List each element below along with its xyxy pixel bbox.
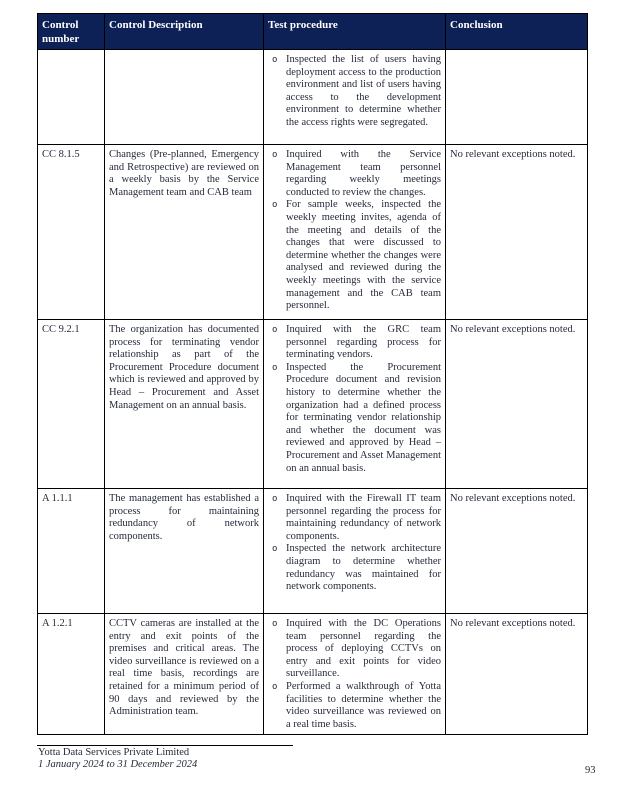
- test-procedure-cell: [264, 614, 446, 735]
- control-description-cell: CCTV cameras are installed at the entry and exit points of the premises and critical areas. The video surveillance is reviewed on a real time basis, recordings are retained for a minimum period of 90 days and reviewed by the Administration team.: [105, 614, 264, 735]
- control-description-cell: [105, 50, 264, 145]
- control-number-cell: CC 9.2.1: [38, 320, 105, 489]
- procedure-text: Inquired with the Firewall IT team personnel regarding the process for maintaining redundancy of network components.: [286, 493, 441, 542]
- table-row: [38, 489, 588, 614]
- procedure-item: [268, 199, 441, 312]
- table-row: [38, 320, 588, 489]
- footer-divider: [37, 745, 293, 746]
- footer-report-period: 1 January 2024 to 31 December 2024: [38, 759, 198, 770]
- conclusion-cell: [446, 50, 588, 145]
- procedure-text: Inspected the list of users having deployment access to the production environment and list of users having access to the development environment to determine whether the access rights were segregated.: [286, 54, 441, 128]
- bullet-marker-icon: o: [272, 681, 278, 692]
- conclusion-cell: No relevant exceptions noted.: [446, 489, 588, 614]
- procedure-item: [268, 618, 441, 681]
- header-test-procedure: Test procedure: [264, 14, 446, 50]
- control-description-cell: The organization has documented process for terminating vendor relationship as part of the Procurement Procedure document which is reviewed and approved by Head – Procurement and Asset Management on an annual basis.: [105, 320, 264, 489]
- procedure-text: Performed a walkthrough of Yotta facilities to determine whether the video surveillance was reviewed on a real time basis.: [286, 680, 441, 730]
- conclusion-cell: No relevant exceptions noted.: [446, 320, 588, 489]
- controls-table: [37, 13, 588, 735]
- page-number: 93: [585, 765, 596, 776]
- footer-company-name: Yotta Data Services Private Limited: [38, 747, 190, 758]
- procedure-item: [268, 54, 441, 130]
- procedure-item: [268, 362, 441, 475]
- procedure-text: Inquired with the Service Management team personnel regarding weekly meetings conducted to review the changes.: [286, 149, 441, 198]
- procedure-item: [268, 493, 441, 543]
- procedure-text: Inquired with the DC Operations team personnel regarding the process of deploying CCTVs on entry and exit points for video surveillance.: [286, 618, 441, 680]
- test-procedure-cell: [264, 145, 446, 320]
- header-control-description: Control Description: [105, 14, 264, 50]
- procedure-text: Inspected the Procurement Procedure document and revision history to determine whether the organization had a defined process for terminating vendor relationship and whether the document was reviewed and approved by Head – Procurement and Asset Management on an annual basis.: [286, 361, 441, 474]
- bullet-marker-icon: o: [272, 325, 278, 335]
- bullet-marker-icon: o: [272, 494, 278, 504]
- table-row: [38, 145, 588, 320]
- test-procedure-cell: [264, 320, 446, 489]
- procedure-text: Inspected the network architecture diagram to determine whether redundancy was maintained for network components.: [286, 543, 441, 593]
- bullet-marker-icon: o: [272, 150, 278, 160]
- procedure-item: [268, 543, 441, 593]
- bullet-marker-icon: o: [272, 55, 278, 65]
- control-number-cell: A 1.2.1: [38, 614, 105, 735]
- procedure-text: For sample weeks, inspected the weekly meeting invites, agenda of the meeting and details of the changes that were discussed to determine whether the changes were analysed and reviewed during the weekly meetings with the service management and the CAB team personnel.: [286, 199, 441, 312]
- control-number-cell: A 1.1.1: [38, 489, 105, 614]
- conclusion-cell: No relevant exceptions noted.: [446, 145, 588, 320]
- table-header-row: [38, 14, 588, 50]
- control-description-cell: The management has established a process for maintaining redundancy of network components.: [105, 489, 264, 614]
- test-procedure-cell: [264, 50, 446, 145]
- procedure-text: Inquired with the GRC team personnel regarding process for terminating vendors.: [286, 324, 441, 361]
- control-number-cell: [38, 50, 105, 145]
- procedure-item: [268, 681, 441, 731]
- table-row: [38, 614, 588, 735]
- conclusion-cell: No relevant exceptions noted.: [446, 614, 588, 735]
- header-conclusion: Conclusion: [446, 14, 588, 50]
- bullet-marker-icon: o: [272, 544, 278, 555]
- control-description-cell: Changes (Pre-planned, Emergency and Retrospective) are reviewed on a weekly basis by the Service Management team and CAB team: [105, 145, 264, 320]
- bullet-marker-icon: o: [272, 200, 278, 211]
- test-procedure-cell: [264, 489, 446, 614]
- control-number-cell: CC 8.1.5: [38, 145, 105, 320]
- bullet-marker-icon: o: [272, 362, 278, 373]
- procedure-item: [268, 149, 441, 199]
- bullet-marker-icon: o: [272, 619, 278, 629]
- header-control-number: Control number: [38, 14, 105, 50]
- table-row: [38, 50, 588, 145]
- procedure-item: [268, 324, 441, 362]
